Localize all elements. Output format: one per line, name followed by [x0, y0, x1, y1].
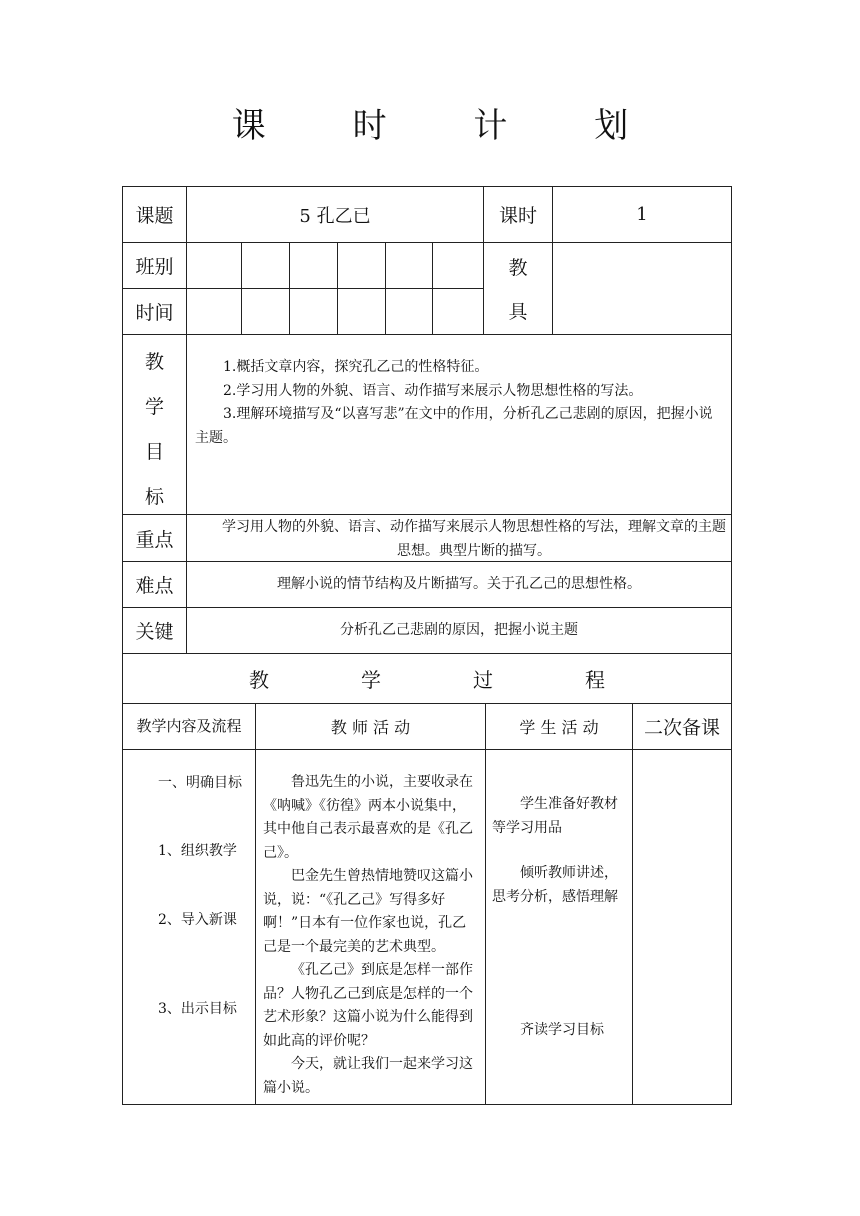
process-heading: 教 学 过 程 [249, 668, 605, 692]
page-title: 课 时 计 划 [231, 106, 667, 146]
teacher-paragraph: 鲁迅先生的小说，主要收录在《呐喊》《彷徨》两本小说集中，其中他自己表示最喜欢的是《孔乙己》。 [263, 774, 473, 861]
objective-item: 2.学习用人物的外貌、语言、动作描写来展示人物思想性格的写法。 [223, 382, 643, 399]
teacher-paragraph: 今天，就让我们一起来学习这篇小说。 [263, 1056, 473, 1096]
tools-label-1: 教 [508, 256, 528, 279]
step-item: 一、明确目标 [158, 775, 242, 791]
difficulty-text: 理解小说的情节结构及片断描写。关于孔乙己的思想性格。 [277, 576, 641, 592]
teacher-activity [263, 771, 477, 1100]
student-item: 齐读学习目标 [520, 1022, 604, 1038]
objectives-label: 教 学 目 标 [144, 351, 164, 508]
step-item: 1、组织教学 [158, 843, 237, 859]
class-label: 班别 [135, 256, 174, 278]
hours-value: 1 [636, 204, 648, 225]
col-student-header: 学 生 活 动 [519, 718, 599, 737]
objective-item: 3.理解环境描写及“以喜写悲”在文中的作用，分析孔乙己悲剧的原因，把握小说主题。 [195, 406, 713, 446]
key-point-text: 学习用人物的外貌、语言、动作描写来展示人物思想性格的写法，理解文章的主题思想。典型片断的描写。 [222, 519, 726, 559]
key-point-label: 重点 [135, 528, 174, 551]
tools-label-2: 具 [508, 300, 528, 323]
key-text: 分析孔乙己悲剧的原因，把握小说主题 [340, 622, 578, 638]
col-teacher-header: 教 师 活 动 [330, 718, 411, 737]
step-item: 2、导入新课 [158, 912, 237, 928]
col-second-header: 二次备课 [643, 717, 720, 739]
objectives-list [195, 356, 725, 450]
student-item: 学生准备好教材等学习用品 [492, 796, 618, 836]
objective-item: 1.概括文章内容，探究孔乙己的性格特征。 [223, 359, 489, 375]
time-label: 时间 [135, 302, 174, 324]
topic-value: 5 孔乙已 [299, 205, 371, 227]
step-item: 3、出示目标 [158, 1001, 237, 1017]
teacher-paragraph: 巴金先生曾热情地赞叹这篇小说，说：“《孔乙己》写得多好啊！”日本有一位作家也说，孔乙己是一个最完美的艺术典型。 [263, 868, 473, 955]
topic-label: 课题 [135, 205, 174, 227]
key-label: 关键 [135, 621, 174, 643]
teacher-paragraph: 《孔乙己》到底是怎样一部作品？人物孔乙己到底是怎样的一个艺术形象？这篇小说为什么能得到如此高的评价呢？ [263, 962, 473, 1049]
col-content-header: 教学内容及流程 [136, 717, 242, 735]
student-item: 倾听教师讲述，思考分析，感悟理解 [492, 865, 618, 905]
difficulty-label: 难点 [135, 575, 174, 597]
hours-label: 课时 [498, 205, 537, 227]
